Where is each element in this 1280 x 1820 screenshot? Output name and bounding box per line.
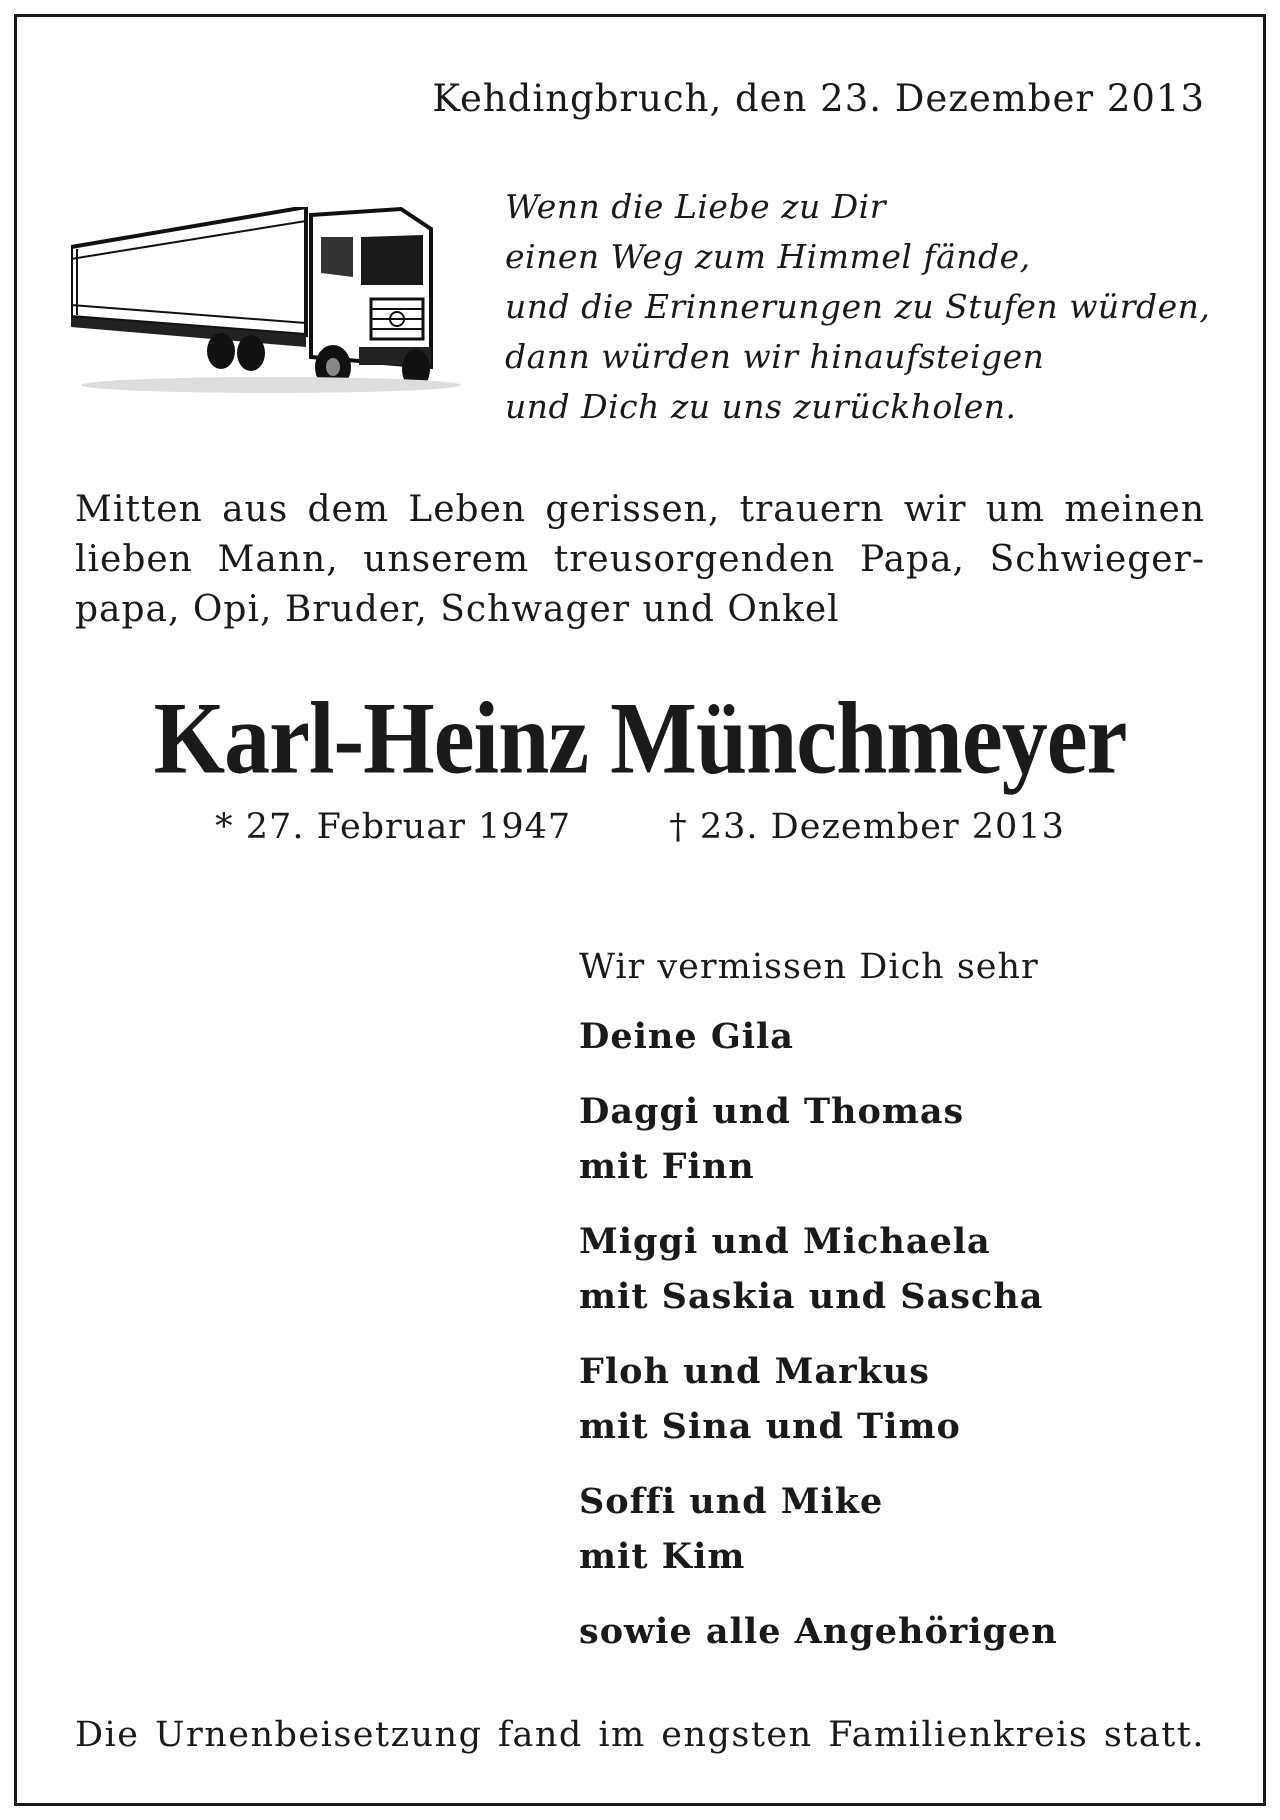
place-date: Kehdingbruch, den 23. Dezember 2013 bbox=[432, 77, 1205, 120]
family-line: mit Kim bbox=[579, 1536, 746, 1577]
birth-date: * 27. Februar 1947 bbox=[215, 807, 572, 847]
family-line: Daggi und Thomas bbox=[579, 1091, 965, 1132]
truck-icon bbox=[71, 207, 481, 407]
intro-line: lieben Mann, unserem treusorgenden Papa, Schwieger- bbox=[75, 539, 1205, 580]
family-line: Floh und Markus bbox=[579, 1351, 930, 1392]
obituary-frame bbox=[14, 14, 1266, 1806]
family-line: Miggi und Michaela bbox=[579, 1221, 991, 1262]
family-line: Deine Gila bbox=[579, 1016, 794, 1057]
poem bbox=[505, 182, 1210, 432]
family-group bbox=[579, 1009, 1058, 1064]
intro-paragraph bbox=[75, 485, 1205, 635]
intro-line: Mitten aus dem Leben gerissen, trauern wir um meinen bbox=[75, 489, 1205, 530]
closing-note: Die Urnenbeisetzung fand im engsten Familienkreis statt. bbox=[75, 1715, 1205, 1755]
poem-line: und die Erinnerungen zu Stufen würden, bbox=[505, 287, 1211, 326]
family-group bbox=[579, 1084, 1058, 1194]
family-signatures bbox=[579, 947, 1058, 1679]
family-group bbox=[579, 1214, 1058, 1324]
family-line: sowie alle Angehörigen bbox=[579, 1611, 1058, 1652]
poem-line: und Dich zu uns zurückholen. bbox=[505, 387, 1017, 426]
family-group bbox=[579, 1604, 1058, 1659]
miss-line: Wir vermissen Dich sehr bbox=[579, 947, 1039, 987]
family-group bbox=[579, 1344, 1058, 1454]
deceased-name: Karl-Heinz Münchmeyer bbox=[153, 680, 1127, 796]
poem-line: Wenn die Liebe zu Dir bbox=[505, 187, 887, 226]
poem-line: dann würden wir hinaufsteigen bbox=[505, 337, 1045, 376]
family-line: mit Sina und Timo bbox=[579, 1406, 961, 1447]
intro-line: papa, Opi, Bruder, Schwager und Onkel bbox=[75, 589, 840, 630]
family-line: mit Finn bbox=[579, 1146, 755, 1187]
family-group bbox=[579, 1474, 1058, 1584]
poem-line: einen Weg zum Himmel fände, bbox=[505, 237, 1031, 276]
death-date: † 23. Dezember 2013 bbox=[669, 807, 1065, 847]
life-dates bbox=[17, 807, 1263, 847]
family-line: mit Saskia und Sascha bbox=[579, 1276, 1044, 1317]
family-line: Soffi und Mike bbox=[579, 1481, 884, 1522]
